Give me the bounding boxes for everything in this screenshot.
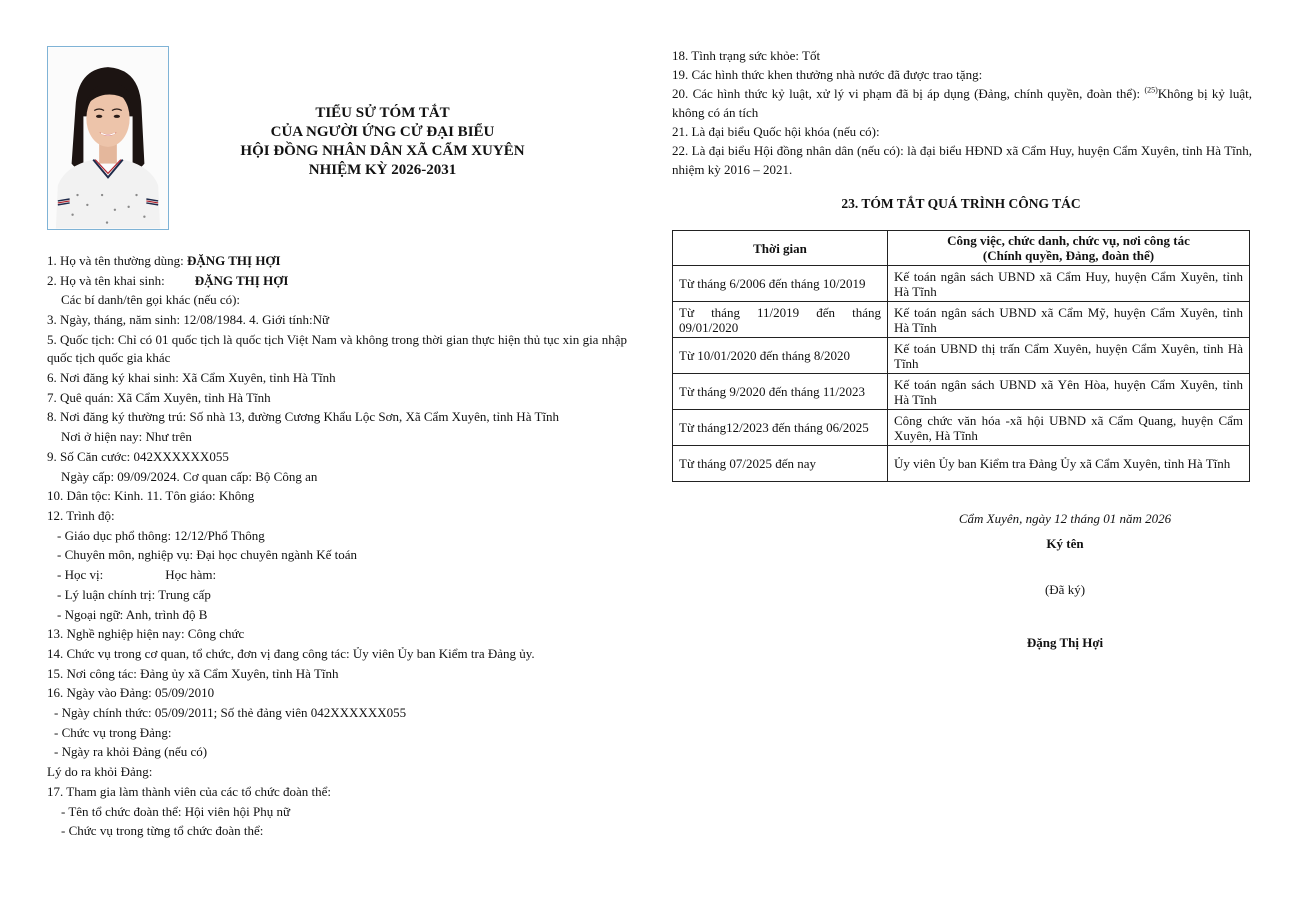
academic-title-label: Học hàm: xyxy=(165,567,217,583)
table-row xyxy=(673,302,1250,338)
item-birth-date-gender: 3. Ngày, tháng, năm sinh: 12/08/1984. 4. Giới tính:Nữ xyxy=(47,312,330,328)
item-health: 18. Tình trạng sức khỏe: Tốt xyxy=(672,48,821,63)
item-id-issue: Ngày cấp: 09/09/2024. Cơ quan cấp: Bộ Công an xyxy=(61,468,318,484)
item-current-residence: Nơi ở hiện nay: Như trên xyxy=(61,429,192,445)
item-nationality: 5. Quốc tịch: Chỉ có 01 quốc tịch là quốc tịch Việt Nam và không trong thời gian thực hiện thủ tục xin gia nhập quốc tịch quốc gia khác xyxy=(47,331,627,365)
portrait-image xyxy=(48,47,168,229)
column-header-job xyxy=(888,231,1250,266)
table-row xyxy=(673,446,1250,482)
item-party-join-date: 16. Ngày vào Đảng: 05/09/2010 xyxy=(47,685,215,701)
signed-note: (Đã ký) xyxy=(1044,582,1086,597)
item-label: 2. Họ và tên khai sinh: xyxy=(47,272,165,288)
common-name-value: ĐẶNG THỊ HỢI xyxy=(186,253,281,268)
item-aliases: Các bí danh/tên gọi khác (nếu có): xyxy=(61,292,241,308)
footnote-marker: (25) xyxy=(1144,85,1158,95)
job-cell: Kế toán ngân sách UBND xã Cẩm Huy, huyện Cẩm Xuyên, tỉnh Hà Tĩnh xyxy=(888,266,1250,302)
item-general-education: - Giáo dục phổ thông: 12/12/Phổ Thông xyxy=(57,527,265,543)
time-cell: Từ tháng 9/2020 đến tháng 11/2023 xyxy=(673,374,888,410)
item-national-assembly: 21. Là đại biểu Quốc hội khóa (nếu có): xyxy=(672,124,880,139)
title-line-2: CỦA NGƯỜI ỨNG CỬ ĐẠI BIỂU xyxy=(270,124,495,140)
document-title xyxy=(200,104,565,180)
item-position: 14. Chức vụ trong cơ quan, tổ chức, đơn vị đang công tác: Ủy viên Ủy ban Kiểm tra Đảng ủy. xyxy=(47,645,535,661)
item-organization-name: - Tên tổ chức đoàn thể: Hội viên hội Phụ nữ xyxy=(61,803,291,819)
item-foreign-language: - Ngoại ngữ: Anh, trình độ B xyxy=(57,606,208,622)
column-header-job-line-2: (Chính quyền, Đảng, đoàn thể) xyxy=(982,248,1155,263)
work-history-table xyxy=(672,230,1250,482)
signature-label: Ký tên xyxy=(1046,536,1084,551)
item-party-leave-reason: Lý do ra khỏi Đảng: xyxy=(47,764,153,780)
title-line-4: NHIỆM KỲ 2026-2031 xyxy=(308,162,457,178)
item-id-number: 9. Số Căn cước: 042XXXXXX055 xyxy=(47,448,229,464)
discipline-label: 20. Các hình thức kỷ luật, xử lý vi phạm đã bị áp dụng (Đảng, chính quyền, đoàn thể): xyxy=(672,86,1145,101)
item-label: 1. Họ và tên thường dùng: xyxy=(47,253,187,268)
time-cell: Từ 10/01/2020 đến tháng 8/2020 xyxy=(673,338,888,374)
column-header-job-line-1: Công việc, chức danh, chức vụ, nơi công tác xyxy=(947,233,1190,248)
job-cell: Kế toán ngân sách UBND xã Yên Hòa, huyện Cẩm Xuyên, tỉnh Hà Tĩnh xyxy=(888,374,1250,410)
item-degree xyxy=(47,565,627,585)
additional-info-section xyxy=(672,46,1252,179)
item-profession: - Chuyên môn, nghiệp vụ: Đại học chuyên ngành Kế toán xyxy=(57,547,358,563)
title-line-3: HỘI ĐỒNG NHÂN DÂN XÃ CẨM XUYÊN xyxy=(240,143,525,159)
table-row xyxy=(673,410,1250,446)
item-discipline xyxy=(672,84,1252,122)
item-awards: 19. Các hình thức khen thưởng nhà nước đã được trao tặng: xyxy=(672,67,983,82)
item-permanent-residence: 8. Nơi đăng ký thường trú: Số nhà 13, đường Cương Khẩu Lộc Sơn, Xã Cẩm Xuyên, tỉnh Hà Tĩnh xyxy=(47,409,560,425)
time-cell: Từ tháng 11/2019 đến tháng 09/01/2020 xyxy=(673,302,888,338)
item-occupation: 13. Nghề nghiệp hiện nay: Công chức xyxy=(47,626,245,642)
time-cell: Từ tháng 6/2006 đến tháng 10/2019 xyxy=(673,266,888,302)
job-cell: Kế toán ngân sách UBND xã Cẩm Mỹ, huyện Cẩm Xuyên, tỉnh Hà Tĩnh xyxy=(888,302,1250,338)
time-cell: Từ tháng12/2023 đến tháng 06/2025 xyxy=(673,410,888,446)
table-row xyxy=(673,374,1250,410)
table-row xyxy=(673,338,1250,374)
title-line-1: TIỂU SỬ TÓM TẮT xyxy=(315,105,450,121)
item-party-position: - Chức vụ trong Đảng: xyxy=(54,724,172,740)
time-cell: Từ tháng 07/2025 đến nay xyxy=(673,446,888,482)
item-organizations: 17. Tham gia làm thành viên của các tổ chức đoàn thể: xyxy=(47,783,332,799)
item-education-heading: 12. Trình độ: xyxy=(47,508,115,524)
item-birth-name xyxy=(47,271,627,291)
item-party-leave-date: - Ngày ra khỏi Đảng (nếu có) xyxy=(54,744,208,760)
item-hometown: 7. Quê quán: Xã Cẩm Xuyên, tỉnh Hà Tĩnh xyxy=(47,389,271,405)
signature-date: Cẩm Xuyên, ngày 12 tháng 01 năm 2026 xyxy=(958,511,1172,526)
portrait-photo xyxy=(47,46,169,230)
item-organization-position: - Chức vụ trong từng tổ chức đoàn thể: xyxy=(61,823,264,839)
item-political-theory: - Lý luận chính trị: Trung cấp xyxy=(57,586,211,602)
item-birth-registration: 6. Nơi đăng ký khai sinh: Xã Cẩm Xuyên, tỉnh Hà Tĩnh xyxy=(47,369,336,385)
column-header-time: Thời gian xyxy=(673,231,888,266)
job-cell: Ủy viên Ủy ban Kiểm tra Đảng Ủy xã Cẩm Xuyên, tỉnh Hà Tĩnh xyxy=(888,446,1250,482)
discipline-value: Không bị kỷ luật, không có án tích xyxy=(672,86,1252,120)
personal-info-section xyxy=(47,251,627,841)
table-row xyxy=(673,266,1250,302)
job-cell: Kế toán UBND thị trấn Cẩm Xuyên, huyện Cẩm Xuyên, tỉnh Hà Tĩnh xyxy=(888,338,1250,374)
birth-name-value: ĐẶNG THỊ HỢI xyxy=(194,272,289,288)
signer-name: Đặng Thị Hợi xyxy=(1026,635,1104,650)
item-party-official-date: - Ngày chính thức: 05/09/2011; Số thẻ đảng viên 042XXXXXX055 xyxy=(54,705,407,721)
degree-label: - Học vị: xyxy=(57,567,104,583)
table-header-row xyxy=(673,231,1250,266)
item-common-name xyxy=(47,251,627,271)
item-workplace: 15. Nơi công tác: Đảng ủy xã Cẩm Xuyên, tỉnh Hà Tĩnh xyxy=(47,665,339,681)
item-people-council: 22. Là đại biểu Hội đồng nhân dân (nếu có): là đại biểu HĐND xã Cẩm Huy, huyện Cẩm Xuyên, tỉnh Hà Tĩnh, nhiệm kỳ 2016 – 2021. xyxy=(672,143,1252,177)
item-ethnicity-religion: 10. Dân tộc: Kinh. 11. Tôn giáo: Không xyxy=(47,488,255,504)
job-cell: Công chức văn hóa -xã hội UBND xã Cẩm Quang, huyện Cẩm Xuyên, Hà Tĩnh xyxy=(888,410,1250,446)
work-history-title: 23. TÓM TẮT QUÁ TRÌNH CÔNG TÁC xyxy=(841,196,1081,211)
